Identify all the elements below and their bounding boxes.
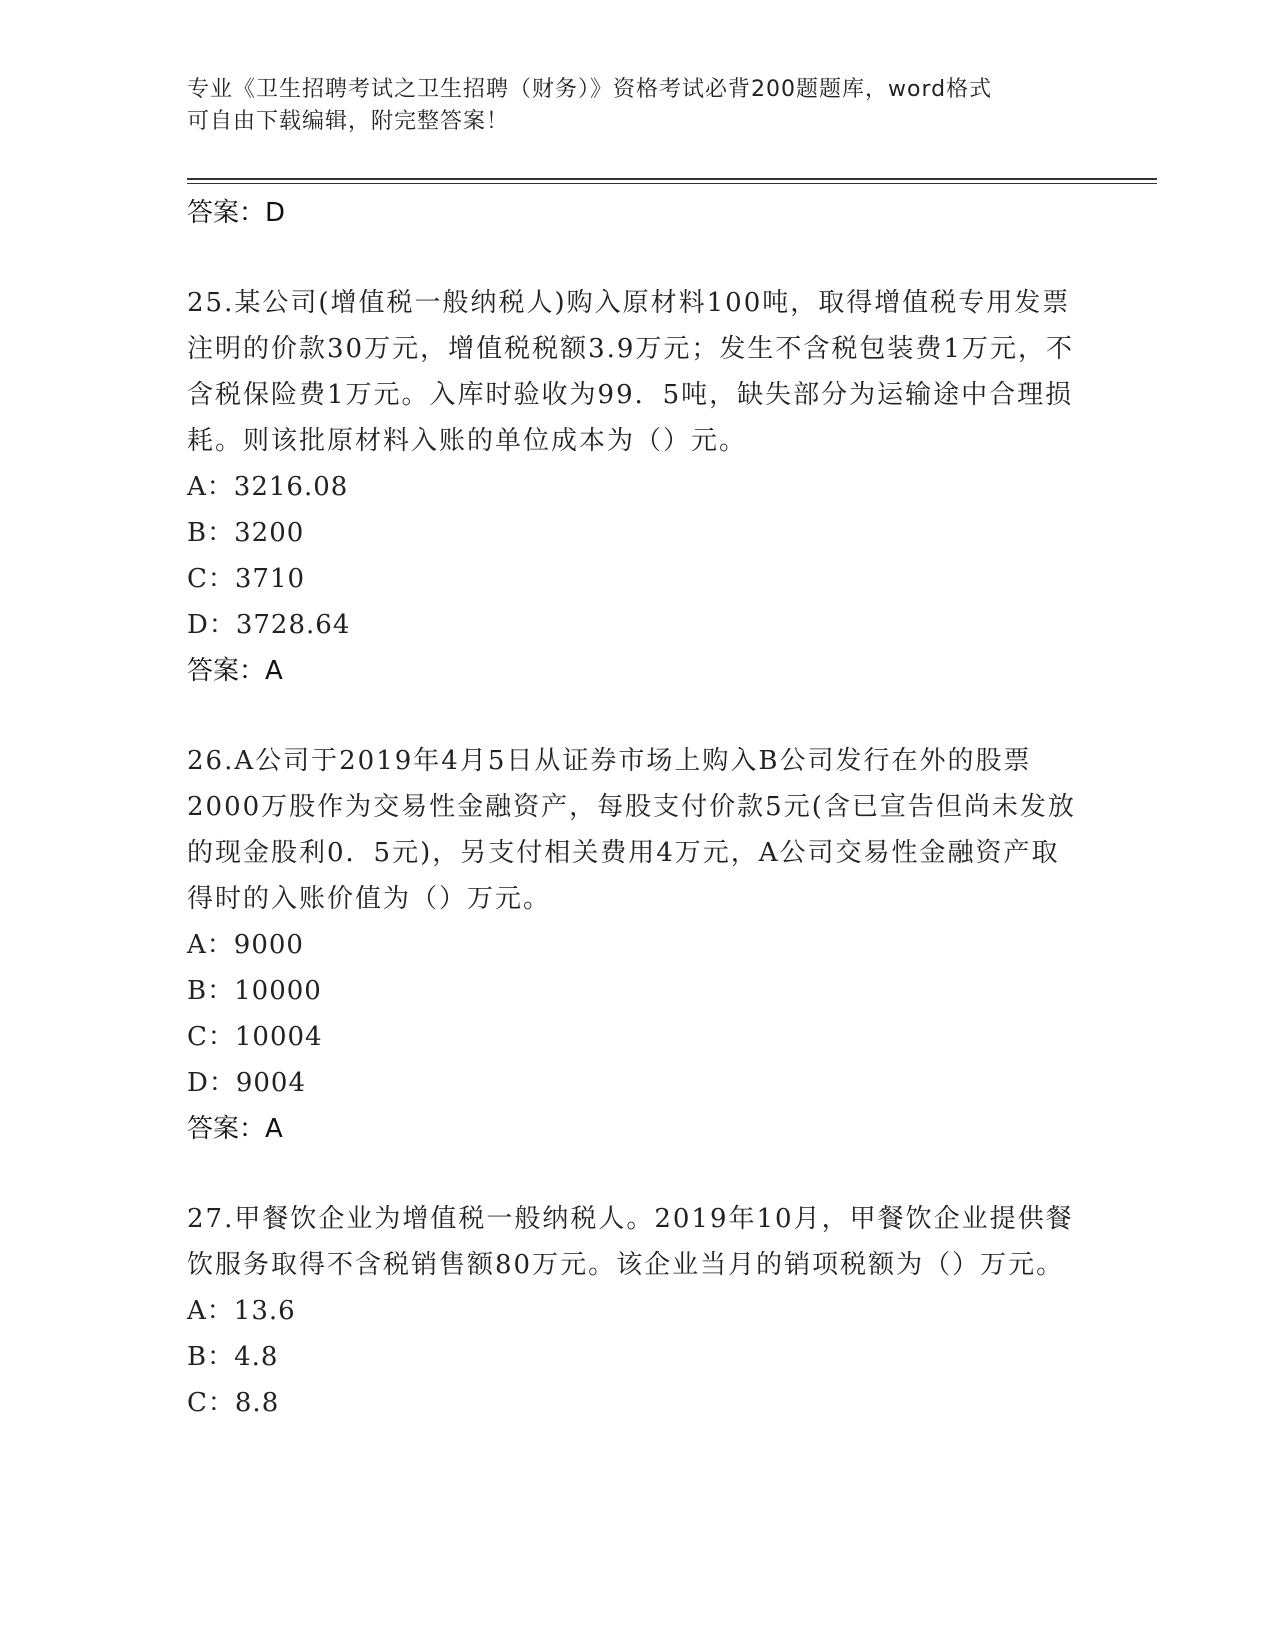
option-a: A：9000 [187, 930, 304, 960]
question-block-25 [187, 280, 1087, 694]
question-text: 27.甲餐饮企业为增值税一般纳税人。2019年10月，甲餐饮企业提供餐饮服务取得不含税销售额80万元。该企业当月的销项税额为（）万元。 [187, 1204, 1074, 1280]
question-block-26 [187, 738, 1087, 1152]
option-c: C：3710 [187, 564, 306, 594]
option-b: B：10000 [187, 976, 322, 1006]
spacer [187, 236, 1087, 280]
header-line-2: 可自由下载编辑，附完整答案！ [187, 109, 510, 134]
option-b: B：4.8 [187, 1342, 279, 1372]
document-header [187, 74, 1087, 138]
answer-line: 答案：A [187, 1114, 283, 1144]
spacer [187, 694, 1087, 738]
option-d: D：3728.64 [187, 610, 351, 640]
spacer [187, 1152, 1087, 1196]
option-c: C：8.8 [187, 1388, 280, 1418]
header-rule-thick [187, 178, 1157, 180]
header-rule-thin [187, 183, 1157, 184]
question-text: 26.A公司于2019年4月5日从证券市场上购入B公司发行在外的股票2000万股作为交易性金融资产，每股支付价款5元(含已宣告但尚未发放的现金股利0．5元)，另支付相关费用4万元，A公司交易性金融资产取得时的入账价值为（）万元。 [187, 746, 1076, 914]
option-c: C：10004 [187, 1022, 323, 1052]
header-line-1: 专业《卫生招聘考试之卫生招聘（财务）》资格考试必背200题题库，word格式 [187, 77, 993, 102]
document-body [187, 190, 1087, 1426]
question-text: 25.某公司(增值税一般纳税人)购入原材料100吨，取得增值税专用发票注明的价款30万元，增值税税额3.9万元；发生不含税包装费1万元，不含税保险费1万元。入库时验收为99．5吨，缺失部分为运输途中合理损耗。则该批原材料入账的单位成本为（）元。 [187, 288, 1074, 456]
answer-line: 答案：A [187, 656, 283, 686]
option-a: A：13.6 [187, 1296, 296, 1326]
option-a: A：3216.08 [187, 472, 349, 502]
option-b: B：3200 [187, 518, 305, 548]
option-d: D：9004 [187, 1068, 307, 1098]
question-block-27 [187, 1196, 1087, 1426]
answer-line: 答案：D [187, 198, 286, 228]
